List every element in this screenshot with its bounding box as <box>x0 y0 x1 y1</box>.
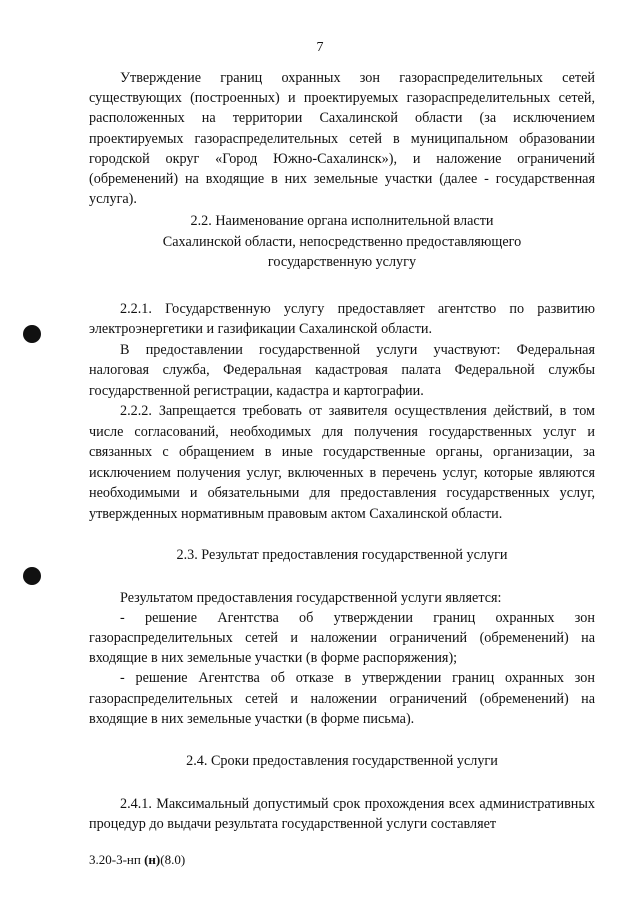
heading-line: Сахалинской области, непосредственно предоставляющего <box>162 233 522 250</box>
document-code <box>89 852 185 868</box>
heading-line: 2.2. Наименование органа исполнительной власти <box>190 213 494 230</box>
result-intro: Результатом предоставления государственной услуги является: <box>120 589 502 606</box>
paragraph-participants: В предоставлении государственной услуги участвуют: Федеральная налоговая служба, Федеральная кадастровая палата Федеральной службы государственной регистрации, кадастра и картографии. <box>89 341 595 399</box>
document-code-bold: (н) <box>144 852 161 867</box>
punch-hole <box>23 567 41 585</box>
punch-hole <box>23 325 41 343</box>
result-item: - решение Агентства об отказе в утверждении границ охранных зон газораспределительных сетей и наложении ограничений (обременений) на входящие в них земельные участки (в форме письма). <box>89 670 595 727</box>
paragraph-2-4-1: 2.4.1. Максимальный допустимый срок прохождения всех административных процедур до выдачи результата государственной услуги составляет <box>89 796 595 833</box>
result-item: - решение Агентства об утверждении границ охранных зон газораспределительных сетей и наложении ограничений (обременений) на входящие в них земельные участки (в форме распоряжения); <box>89 609 595 667</box>
document-code-prefix: 3.20-3-нп <box>89 852 145 867</box>
document-code-suffix: (8.0) <box>160 852 186 867</box>
section-2-2-body <box>89 299 595 525</box>
section-heading-2-3 <box>89 545 595 565</box>
heading-line: государственную услугу <box>267 254 417 271</box>
intro-paragraph: Утверждение границ охранных зон газораспределительных сетей существующих (построенных) и проектируемых газораспределительных сетей, расположенных на территории Сахалинской области (за исключением проектируемых газораспределительных сетей в муниципальном образовании городской округ «Город Южно-Сахалинск»), и наложение ограничений (обременений) на входящие в них земельные участки (далее - государственная услуга). <box>89 70 595 208</box>
page-number: 7 <box>316 40 324 55</box>
heading-line: 2.3. Результат предоставления государственной услуги <box>176 547 508 564</box>
paragraph-2-2-2: 2.2.2. Запрещается требовать от заявителя осуществления действий, в том числе согласований, необходимых для получения государственных услуг и связанных с обращением в иные государственные органы, организации, за исключением получения услуг, включенных в перечень услуг, которые являются необходимыми и обязательными для предоставления государственных услуг, утвержденных нормативным правовым актом Сахалинской области. <box>89 403 595 522</box>
section-heading-2-2 <box>89 211 595 273</box>
section-heading-2-4 <box>89 751 595 771</box>
paragraph-2-2-1: 2.2.1. Государственную услугу предоставляет агентство по развитию электроэнергетики и газификации Сахалинской области. <box>89 300 595 338</box>
document-body <box>89 68 595 835</box>
heading-line: 2.4. Сроки предоставления государственной услуги <box>186 753 498 770</box>
